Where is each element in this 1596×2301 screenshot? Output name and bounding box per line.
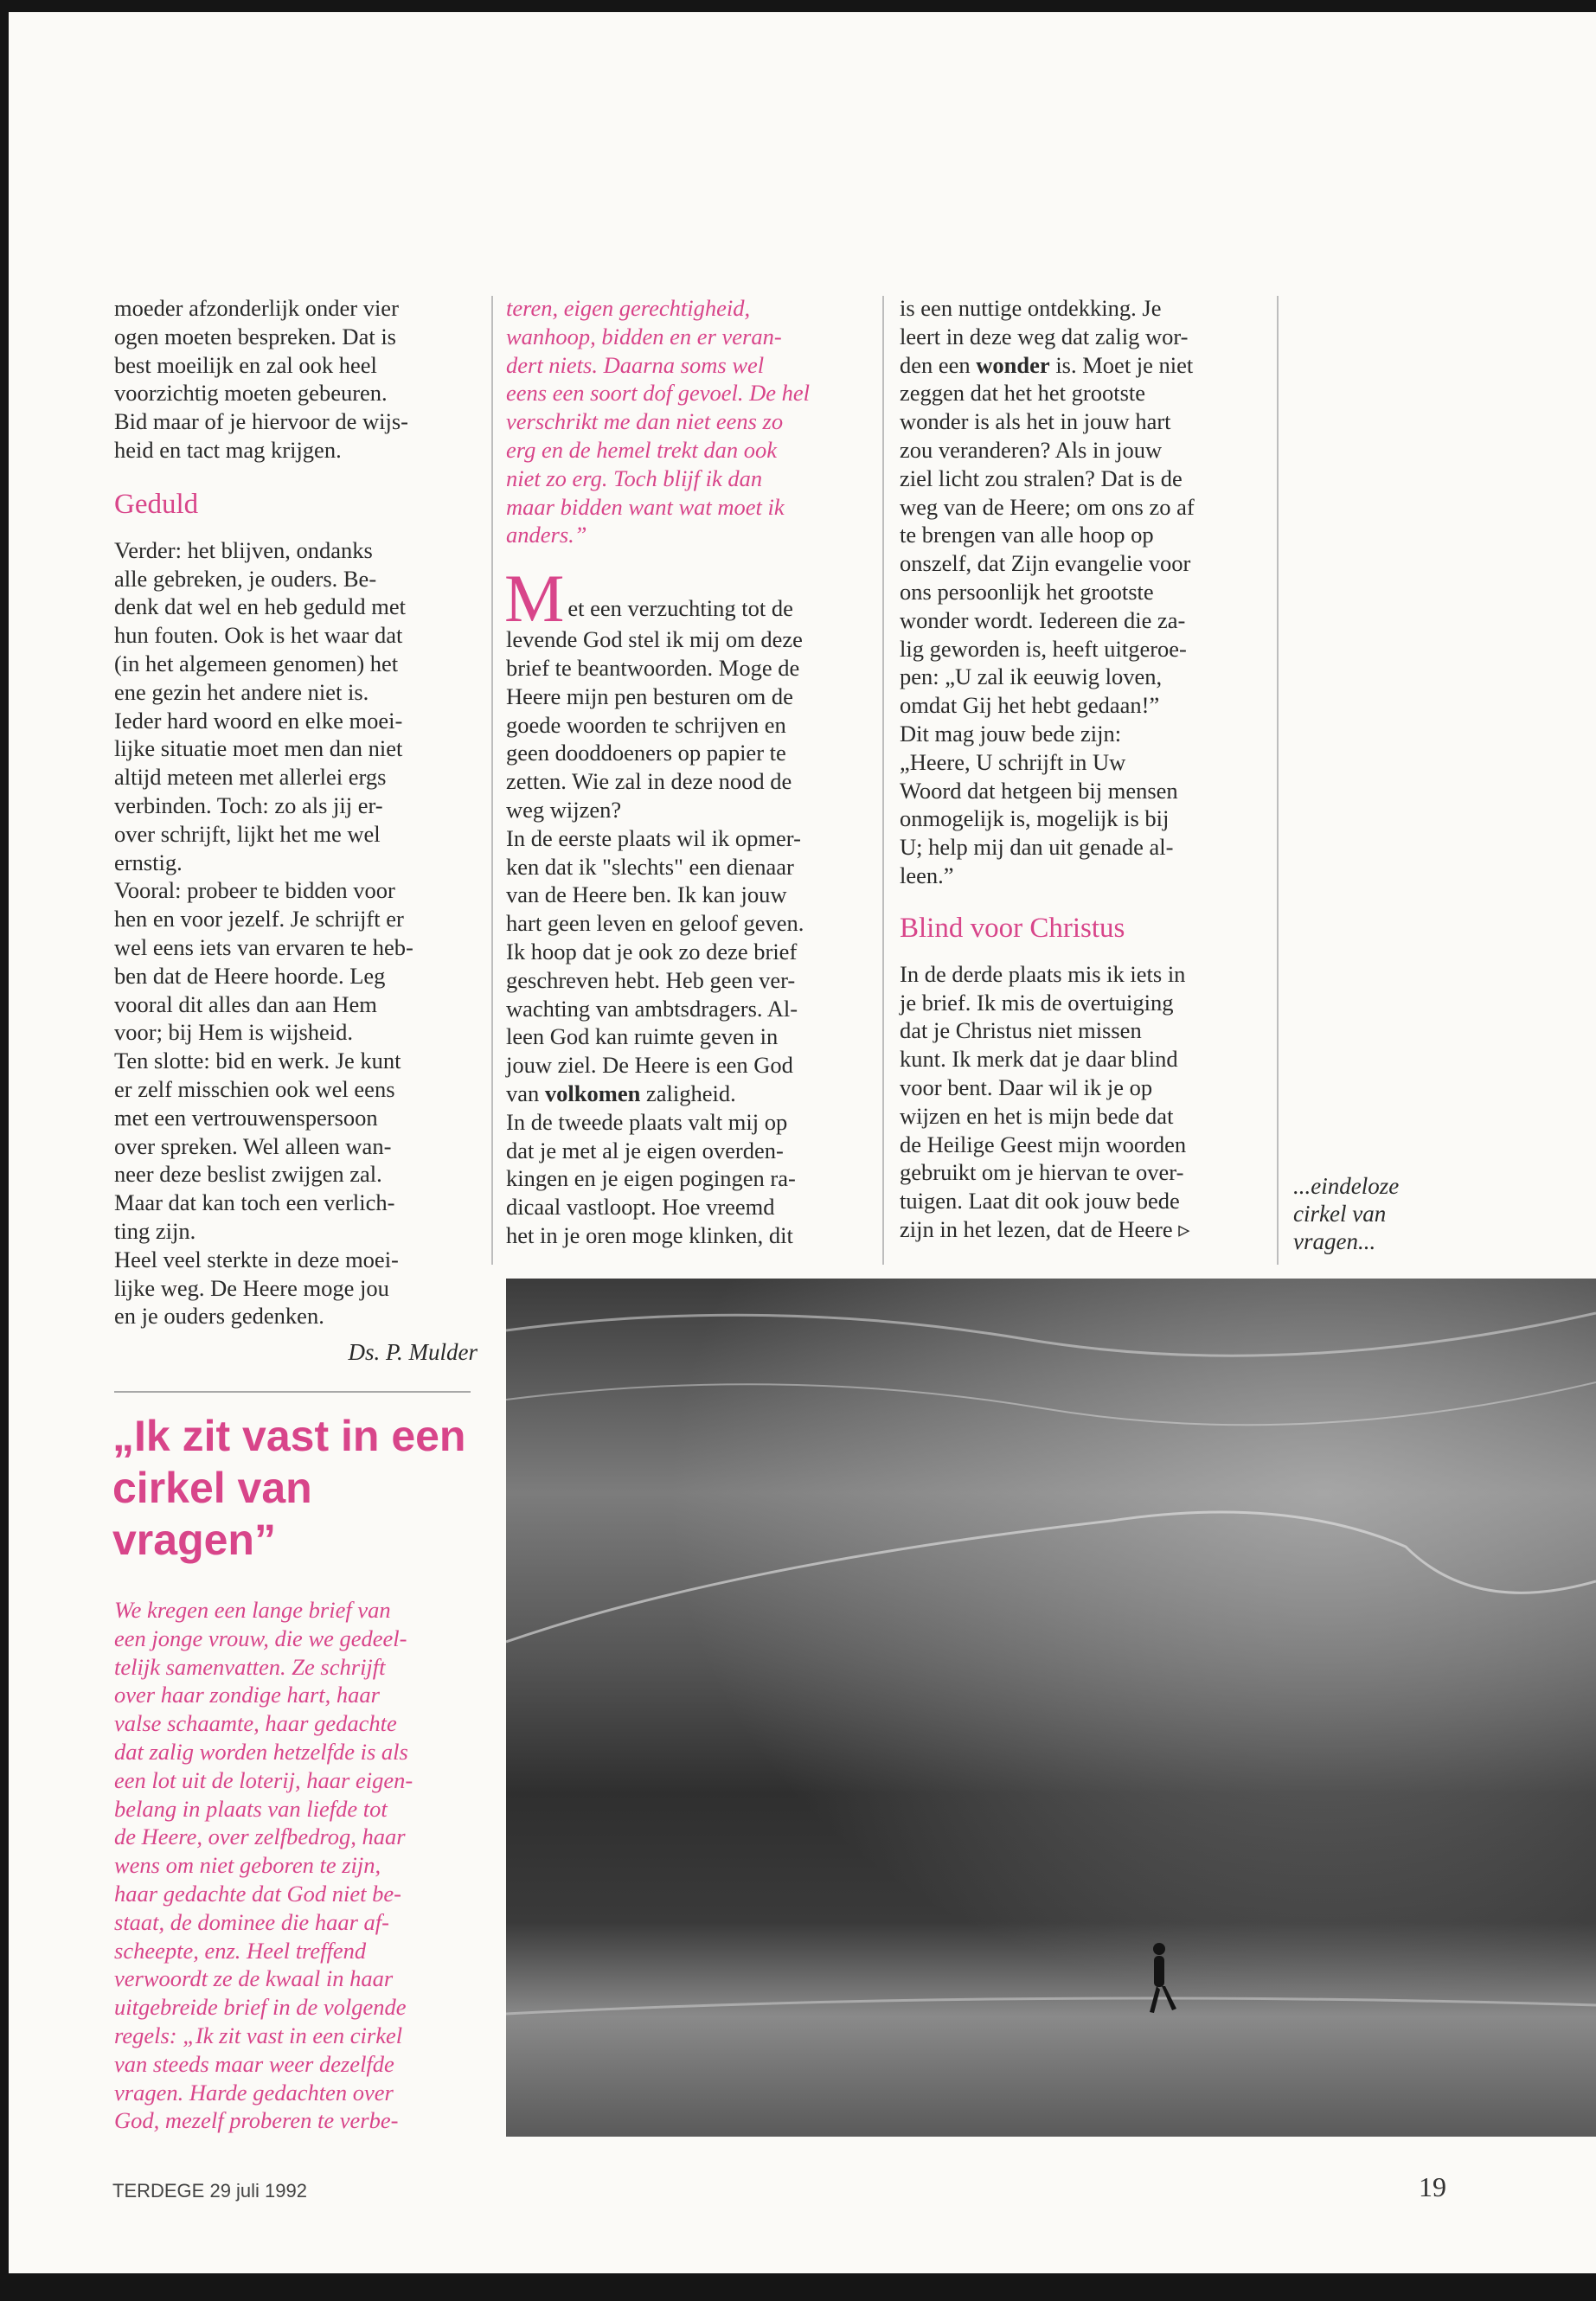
paragraph-tail: zaligheid. In de tweede plaats valt mij op dat je met al je eigen overden- kingen en je eigen pogingen ra- dicaal vastloopt. Hoe vreemd het in je oren moge klinken, dit bbox=[506, 1080, 796, 1248]
paragraph-geduld: Verder: het blijven, ondanks alle gebreken, je ouders. Be- denk dat wel en heb geduld met hun fouten. Ook is het waar dat (in het algemeen genomen) het ene gezin het andere niet is. Ieder hard woord en elke moei- lijke situatie moet men dan niet altijd meteen met allerlei ergs verbinden. Toch: zo als jij er- over schrijft, lijkt het me wel ernstig. Vooral: probeer te bidden voor hen en voor jezelf. Je schrijft er wel eens iets van ervaren te heb- ben dat de Heere hoorde. Leg vooral dit alles dan aan Hem voor; bij Hem is wijsheid. Ten slotte: bid en werk. Je kunt er zelf misschien ook wel eens met een vertrouwenspersoon over spreken. Wel alleen wan- neer deze beslist zwijgen zal. Maar dat kan toch een verlich- ting zijn. Heel veel sterkte in deze moei- lijke weg. De Heere moge jou en je ouders gedenken. bbox=[114, 536, 413, 1330]
drop-cap: M bbox=[504, 561, 565, 637]
article-headline: „Ik zit vast in een cirkel van vragen” bbox=[112, 1412, 466, 1564]
signature: Ds. P. Mulder bbox=[348, 1339, 478, 1365]
answer-paragraph bbox=[504, 561, 869, 1250]
intro-text: We kregen een lange brief van een jonge vrouw, die we gedeel- telijk samenvatten. Ze schrijft over haar zondige hart, haar valse schaamte, haar gedachte dat zalig worden hetzelfde is als een lot uit de loterij, haar eigen- belang in plaats van liefde tot de Heere, over zelfbedrog, haar wens om niet geboren te zijn, haar gedachte dat God niet be- staat, de dominee die haar af- scheepte, enz. Heel treffend verwoordt ze de kwaal in haar uitgebreide brief in de volgende regels: „Ik zit vast in een cirkel van steeds maar weer dezelfde vragen. Harde gedachten over God, mezelf proberen te verbe- bbox=[114, 1597, 413, 2134]
column-rule-3 bbox=[1277, 296, 1279, 1265]
page-frame-left bbox=[0, 0, 9, 2301]
intro-continued: teren, eigen gerechtigheid, wanhoop, bidden en er veran- dert niets. Daarna soms wel eens een soort dof gevoel. De hel verschrikt me dan niet eens zo erg en de hemel trekt dan ook niet zo erg. Toch blijf ik dan maar bidden want wat moet ik anders.” bbox=[506, 295, 811, 548]
column-rule-1 bbox=[491, 296, 493, 1265]
beach-photo bbox=[506, 1279, 1596, 2137]
column-1 bbox=[114, 294, 478, 1330]
photo-caption: ...eindeloze cirkel van vragen... bbox=[1293, 1173, 1400, 1254]
bold-word-volkomen: volkomen bbox=[544, 1080, 641, 1106]
intro-block bbox=[114, 1596, 478, 2135]
page-frame-top bbox=[0, 0, 1596, 12]
paragraph-first-line: et een verzuchting tot de bbox=[567, 595, 793, 622]
page-frame-bottom bbox=[0, 2273, 1596, 2301]
paragraph-a-start: is een nuttige ontdekking. Je leert in deze weg dat zalig wor- den een bbox=[900, 295, 1189, 378]
footer-publication: TERDEGE 29 juli 1992 bbox=[112, 2180, 307, 2202]
divider-horizontal bbox=[114, 1391, 471, 1393]
subhead-geduld: Geduld bbox=[114, 488, 199, 520]
subhead-blind-voor-christus: Blind voor Christus bbox=[900, 912, 1125, 944]
paragraph-a-end: is. Moet je niet zeggen dat het het grootste wonder is als het in jouw hart zou veranderen? Als in jouw ziel licht zou stralen? Dat is de weg van de Heere; om ons zo af te brengen van alle hoop op onszelf, dat Zijn evangelie voor ons persoonlijk het grootste wonder wordt. Iedereen die za- lig geworden is, heeft uitgeroe- pen: „U zal ik eeuwig loven, omdat Gij het hebt gedaan!” Dit mag jouw bede zijn: „Heere, U schrijft in Uw Woord dat hetgeen bij mensen onmogelijk is, mogelijk is bij U; help mij dan uit genade al- leen.” bbox=[900, 351, 1195, 888]
paragraph-body: levende God stel ik mij om deze brief te beantwoorden. Moge de Heere mijn pen besturen om de goede woorden te schrijven en geen dooddoeners op papier te zetten. Wie zal in deze nood de weg wijzen? In de eerste plaats wil ik opmer- ken dat ik "slechts" een dienaar van de Heere ben. Ik kan jouw hart geen leven en geloof geven. Ik hoop dat je ook zo deze brief geschreven hebt. Heb geen ver- wachting van ambtsdragers. Al- leen God kan ruimte geven in jouw ziel. De Heere is een God van bbox=[506, 626, 804, 1106]
paragraph-top: moeder afzonderlijk onder vier ogen moeten bespreken. Dat is best moeilijk en zal ook heel voorzichtig moeten gebeuren. Bid maar of je hiervoor de wijs- heid en tact mag krijgen. bbox=[114, 295, 408, 463]
bold-word-wonder: wonder bbox=[976, 351, 1050, 378]
column-3 bbox=[900, 294, 1263, 1244]
column-2 bbox=[506, 294, 869, 1250]
column-rule-2 bbox=[882, 296, 884, 1265]
page-number: 19 bbox=[1419, 2171, 1446, 2202]
paragraph-b: In de derde plaats mis ik iets in je brief. Ik mis de overtuiging dat je Christus niet missen kunt. Ik merk dat je daar blind voor bent. Daar wil ik je op wijzen en het is mijn bede dat de Heilige Geest mijn woorden gebruikt om je hiervan te over- tuigen. Laat dit ook jouw bede zijn in het lezen, dat de Heere ▹ bbox=[900, 960, 1190, 1242]
